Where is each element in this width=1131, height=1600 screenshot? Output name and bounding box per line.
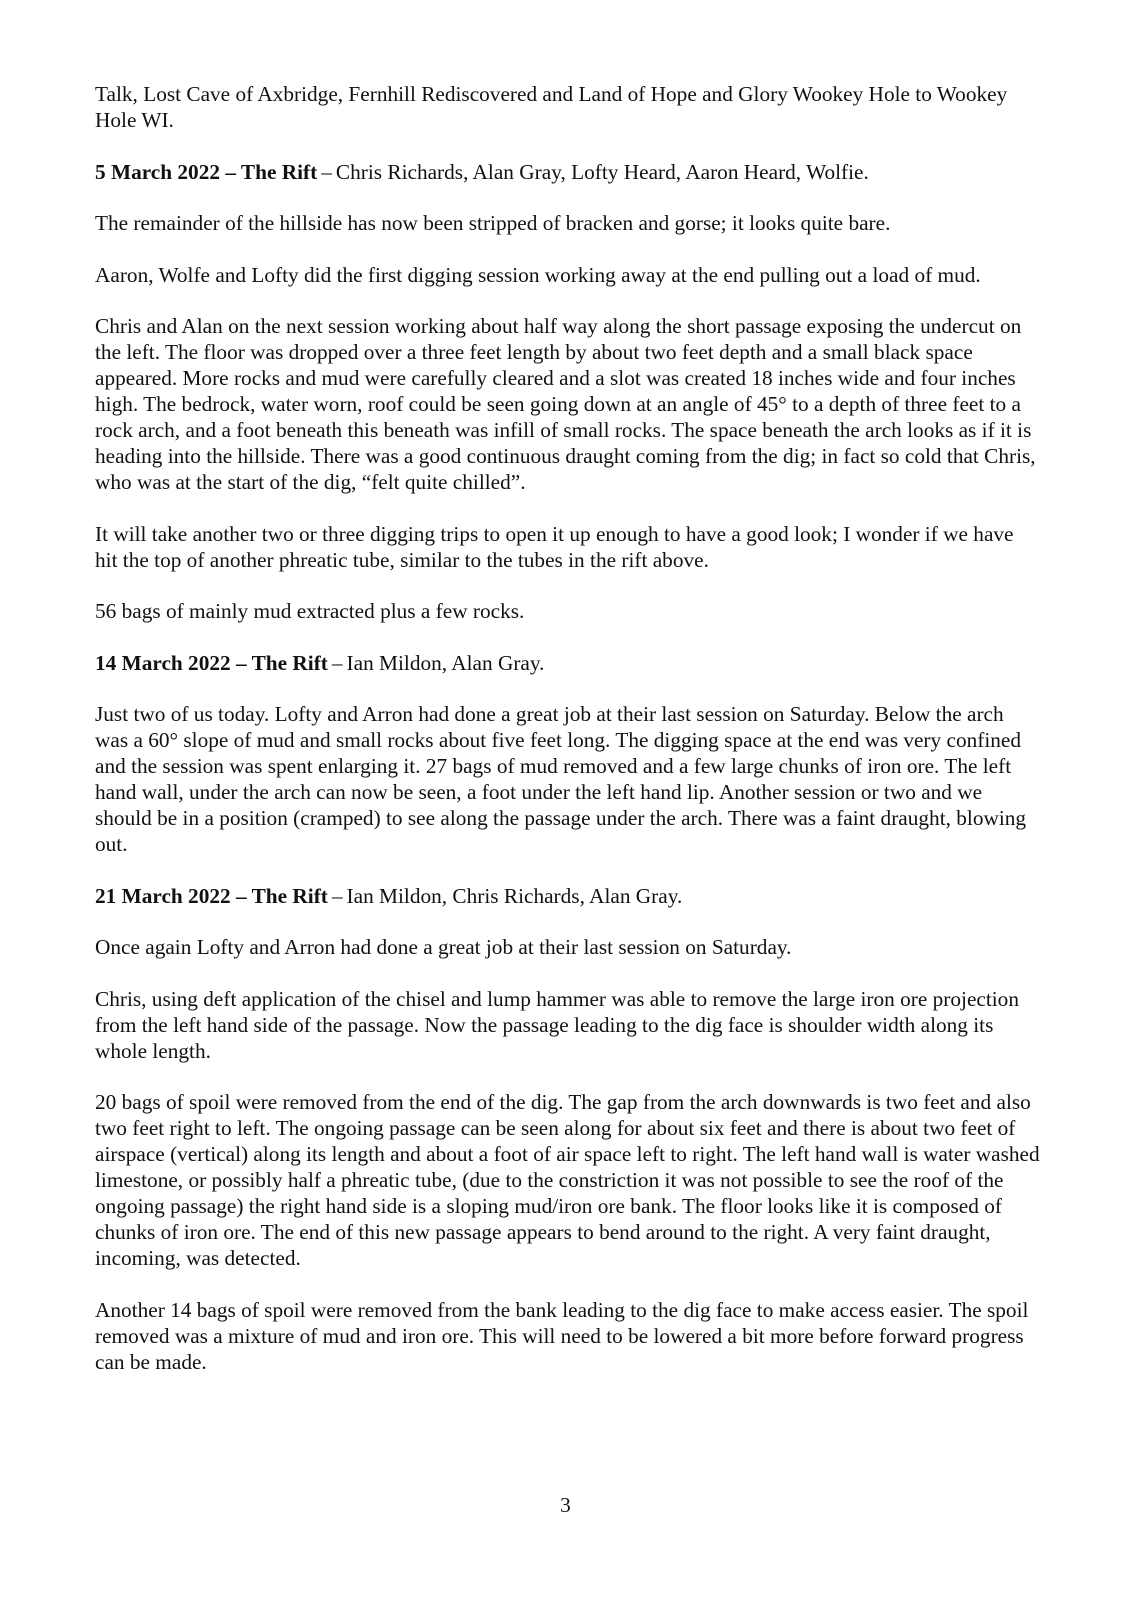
paragraph: 56 bags of mainly mud extracted plus a few rocks. — [95, 599, 525, 623]
entry-separator: – — [321, 159, 332, 184]
paragraph: The remainder of the hillside has now been stripped of bracken and gorse; it looks quite bare. — [95, 211, 891, 235]
paragraph: Another 14 bags of spoil were removed from the bank leading to the dig face to make access easier. The spoil removed was a mixture of mud and iron ore. This will need to be lowered a bit more before forward progress can be made. — [95, 1297, 1029, 1374]
entry-heading-21-march — [95, 883, 1040, 909]
entry-people: Ian Mildon, Alan Gray. — [346, 650, 545, 675]
entry-title: 21 March 2022 – The Rift — [95, 883, 328, 908]
entry-heading-14-march — [95, 650, 1040, 676]
entry-people: Chris Richards, Alan Gray, Lofty Heard, Aaron Heard, Wolfie. — [335, 159, 869, 184]
document-body — [95, 81, 1040, 1400]
paragraph: Once again Lofty and Arron had done a great job at their last session on Saturday. — [95, 935, 792, 959]
paragraph: Aaron, Wolfe and Lofty did the first digging session working away at the end pulling out a load of mud. — [95, 262, 981, 287]
paragraph: Chris, using deft application of the chisel and lump hammer was able to remove the large iron ore projection from the left hand side of the passage. Now the passage leading to the dig face is shoulder width along its whole length. — [95, 986, 1019, 1063]
entry-people: Ian Mildon, Chris Richards, Alan Gray. — [346, 883, 683, 908]
paragraph-talk-list: Talk, Lost Cave of Axbridge, Fernhill Rediscovered and Land of Hope and Glory Wookey Hole to Wookey Hole WI. — [95, 82, 1008, 132]
entry-title: 14 March 2022 – The Rift — [95, 650, 328, 675]
page-number: 3 — [560, 1493, 571, 1517]
paragraph: Chris and Alan on the next session working about half way along the short passage exposing the undercut on the left. The floor was dropped over a three feet length by about two feet depth and a small black space appeared. More rocks and mud were carefully cleared and a slot was created 18 inches wide and four inches high. The bedrock, water worn, roof could be seen going down at an angle of 45° to a depth of three feet to a rock arch, and a foot beneath this beneath was infill of small rocks. The space beneath the arch looks as if it is heading into the hillside. There was a good continuous draught coming from the dig; in fact so cold that Chris, who was at the start of the dig, “felt quite chilled”. — [95, 314, 1036, 494]
paragraph: 20 bags of spoil were removed from the end of the dig. The gap from the arch downwards is two feet and also two feet right to left. The ongoing passage can be seen along for about six feet and there is about two feet of airspace (vertical) along its length and about a foot of air space left to right. The left hand wall is water washed limestone, or possibly half a phreatic tube, (due to the constriction it was not possible to see the roof of the ongoing passage) the right hand side is a sloping mud/iron ore bank. The floor looks like it is composed of chunks of iron ore. The end of this new passage appears to bend around to the right. A very faint draught, incoming, was detected. — [95, 1090, 1040, 1270]
paragraph: It will take another two or three digging trips to open it up enough to have a good look; I wonder if we have hit the top of another phreatic tube, similar to the tubes in the rift above. — [95, 521, 1014, 572]
entry-heading-5-march — [95, 159, 1040, 185]
entry-separator: – — [331, 883, 343, 908]
entry-title: 5 March 2022 – The Rift — [95, 159, 318, 184]
paragraph: Just two of us today. Lofty and Arron had done a great job at their last session on Saturday. Below the arch was a 60° slope of mud and small rocks about five feet long. The digging space at the end was very confined and the session was spent enlarging it. 27 bags of mud removed and a few large chunks of iron ore. The left hand wall, under the arch can now be seen, a foot under the left hand lip. Another session or two and we should be in a position (cramped) to see along the passage under the arch. There was a faint draught, blowing out. — [95, 702, 1027, 856]
entry-separator: – — [331, 650, 343, 675]
